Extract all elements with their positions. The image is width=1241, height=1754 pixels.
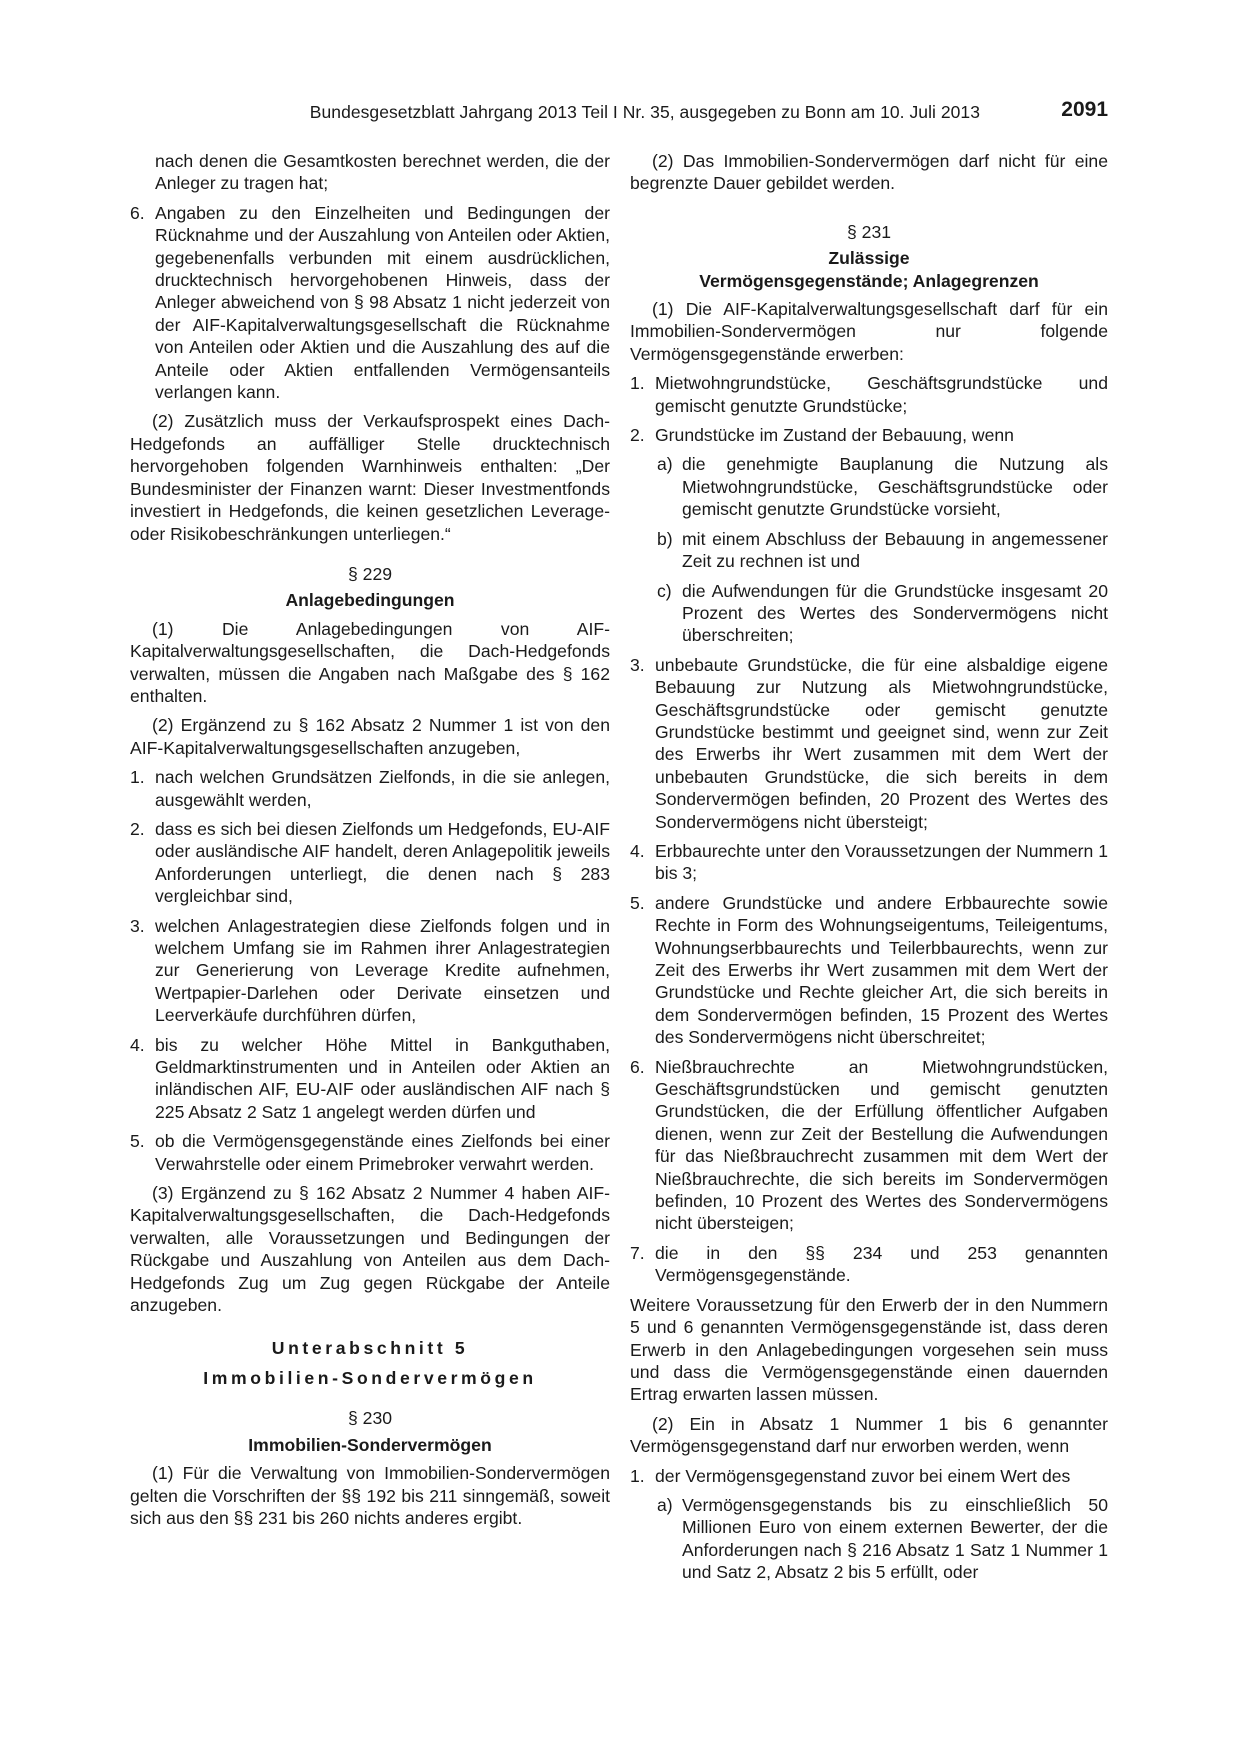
list-text: andere Grundstücke und andere Erbbaurechte sowie Rechte in Form des Wohnungseigentums, Teileigentums, Wohnungserbbaurechts und Teilerbbaurechts, wenn zur Zeit des Erwerbs ihr Wert zusammen mit dem Wert der Grundstücke und Rechte gleicher Art, die sich bereits in dem Sondervermögen befinden, 15 Prozent des Wertes des Sondervermögens nicht überschreitet; (655, 892, 1108, 1048)
list-number: 2. (630, 425, 645, 446)
list-item (630, 424, 1108, 446)
sub-list-text: mit einem Abschluss der Bebauung in angemessener Zeit zu rechnen ist und (682, 528, 1108, 572)
list-item (630, 372, 1108, 417)
list-item (630, 1056, 1108, 1235)
paragraph: (2) Das Immobilien-Sondervermögen darf nicht für eine begrenzte Dauer gebildet werden. (630, 151, 1108, 194)
list-item (630, 1465, 1108, 1487)
list-item (130, 766, 610, 811)
list-number: 3. (630, 654, 645, 675)
running-header: Bundesgesetzblatt Jahrgang 2013 Teil I Nr. 35, ausgegeben zu Bonn am 10. Juli 2013 (309, 102, 980, 122)
list-item-continuation: nach denen die Gesamtkosten berechnet werden, die der Anleger zu tragen hat; (155, 151, 610, 194)
list-text: dass es sich bei diesen Zielfonds um Hedgefonds, EU-AIF oder ausländische AIF handelt, deren Anlagepolitik jeweils Anforderungen unterliegt, die denen nach § 283 vergleichbar sind, (155, 818, 610, 907)
paragraph: (3) Ergänzend zu § 162 Absatz 2 Nummer 4 haben AIF-Kapitalverwaltungsgesellschaften, die Dach-Hedgefonds verwalten, alle Voraussetzungen und Bedingungen der Rückgabe und Auszahlung von Anteilen aus dem Dach-Hedgefonds Zug um Zug gegen Rückgabe der Anteile anzugeben. (130, 1183, 610, 1316)
list-text: Erbbaurechte unter den Voraussetzungen der Nummern 1 bis 3; (655, 840, 1108, 884)
list-text: Grundstücke im Zustand der Bebauung, wenn (655, 425, 1014, 446)
paragraph: (2) Ein in Absatz 1 Nummer 1 bis 6 genannter Vermögensgegenstand darf nur erworben werden, wenn (630, 1413, 1108, 1457)
paragraph: (2) Zusätzlich muss der Verkaufsprospekt eines Dach-Hedgefonds an auffälliger Stelle drucktechnisch hervorgehoben folgenden Warnhinweis enthalten: „Der Bundesminister der Finanzen warnt: Dieser Investmentfonds investiert in Hedgefonds, die keinen gesetzlichen Leverage- oder Risikobeschränkungen unterliegen.“ (130, 411, 610, 544)
list-item (130, 915, 610, 1027)
list-number: 6. (130, 202, 145, 223)
section-number: § 231 (846, 221, 892, 242)
paragraph: (2) Ergänzend zu § 162 Absatz 2 Nummer 1 ist von den AIF-Kapitalverwaltungsgesellschaften anzugeben, (130, 715, 610, 758)
sub-list-text: die genehmigte Bauplanung die Nutzung als Mietwohngrundstücke, Geschäftsgrundstücke oder gemischt genutzte Grundstücke vorsieht, (682, 454, 1108, 520)
list-item (630, 840, 1108, 885)
list-text: Angaben zu den Einzelheiten und Bedingungen der Rücknahme und der Auszahlung von Anteilen oder Aktien, gegebenenfalls verbunden mit einem ausdrücklichen, drucktechnisch hervorgehobenen Hinweis, dass der Anleger abweichend von § 98 Absatz 1 nicht jederzeit von der AIF-Kapitalverwaltungsgesellschaft die Rücknahme von Anteilen oder Aktien und die Auszahlung des auf die Anteile oder Aktien entfallenden Vermögensanteils verlangen kann. (155, 202, 610, 403)
list-number: 1. (630, 1465, 645, 1486)
page-number: 2091 (1061, 98, 1108, 121)
right-column (630, 150, 1108, 1591)
list-text: Nießbrauchrechte an Mietwohngrundstücken, Geschäftsgrundstücken und gemischt genutzten Grundstücken, die der Erfüllung öffentlicher Aufgaben dienen, wenn zur Zeit der Bestellung die Aufwendungen für das Nießbrauchrecht zusammen mit dem Wert der Nießbrauchrechte, die sich bereits im Sondervermögen befinden, 10 Prozent des Wertes des Sondervermögens nicht übersteigen; (655, 1056, 1108, 1234)
list-number: 4. (130, 1034, 145, 1055)
section-number: § 229 (347, 563, 393, 584)
list-item (630, 1242, 1108, 1287)
sub-list-letter: a) (657, 454, 673, 475)
subsection-label: Unterabschnitt 5 (271, 1337, 469, 1358)
paragraph: (1) Für die Verwaltung von Immobilien-Sondervermögen gelten die Vorschriften der §§ 192 bis 211 sinngemäß, soweit sich aus den §§ 231 bis 260 nichts anderes ergibt. (130, 1463, 610, 1528)
section-heading-line1: Zulässige (828, 248, 910, 269)
list-text: Mietwohngrundstücke, Geschäftsgrundstücke und gemischt genutzte Grundstücke; (655, 373, 1108, 416)
sub-list-item (630, 580, 1108, 647)
list-text: die in den §§ 234 und 253 genannten Vermögensgegenstände. (655, 1242, 1108, 1286)
list-number: 3. (130, 915, 145, 936)
paragraph: (1) Die Anlagebedingungen von AIF-Kapitalverwaltungsgesellschaften, die Dach-Hedgefonds verwalten, müssen die Angaben nach Maßgabe des § 162 enthalten. (130, 618, 610, 706)
sub-list-item (630, 528, 1108, 573)
section-heading: Immobilien-Sondervermögen (248, 1434, 492, 1455)
list-text: nach welchen Grundsätzen Zielfonds, in die sie anlegen, ausgewählt werden, (155, 767, 610, 810)
list-text: welchen Anlagestrategien diese Zielfonds folgen und in welchem Umfang sie im Rahmen ihrer Anlagestrategien zur Generierung von Leverage Kredite aufnehmen, Wertpapier-Darlehen oder Derivate einsetzen und Leerverkäufe durchführen dürfen, (155, 915, 610, 1026)
subsection-title: Immobilien-Sondervermögen (203, 1367, 537, 1388)
sub-list-letter: b) (657, 528, 673, 549)
section-number: § 230 (347, 1408, 393, 1429)
left-column (130, 150, 610, 1536)
list-item (130, 1130, 610, 1175)
sub-list-letter: c) (657, 580, 672, 601)
list-number: 5. (130, 1131, 145, 1152)
list-number: 1. (130, 767, 145, 788)
list-number: 7. (630, 1242, 645, 1263)
list-item (130, 1034, 610, 1124)
section-heading: Anlagebedingungen (285, 590, 455, 611)
sub-list-item (630, 453, 1108, 520)
list-text: unbebaute Grundstücke, die für eine alsbaldige eigene Bebauung zur Nutzung als Mietwohngrundstücke, Geschäftsgrundstücke oder gemischt genutzte Grundstücke bestimmt und geeignet sind, wenn zur Zeit des Erwerbs ihr Wert zusammen mit dem Wert der unbebauten Grundstücke, die sich bereits in dem Sondervermögen befinden, 20 Prozent des Wertes des Sondervermögens nicht übersteigt; (655, 654, 1108, 832)
sub-list-text: die Aufwendungen für die Grundstücke insgesamt 20 Prozent des Wertes des Sondervermögens nicht überschreiten; (682, 580, 1108, 646)
list-number: 5. (630, 892, 645, 913)
page-header (130, 98, 1108, 128)
list-item (130, 202, 610, 404)
list-item (630, 892, 1108, 1049)
list-item (130, 818, 610, 908)
paragraph: (1) Die AIF-Kapitalverwaltungsgesellschaft darf für ein Immobilien-Sondervermögen nur folgende Vermögensgegenstände erwerben: (630, 299, 1108, 364)
list-text: der Vermögensgegenstand zuvor bei einem Wert des (655, 1465, 1071, 1486)
section-heading-line2: Vermögensgegenstände; Anlagegrenzen (699, 270, 1039, 291)
list-number: 1. (630, 373, 645, 394)
list-item (630, 654, 1108, 833)
list-number: 4. (630, 840, 645, 861)
sub-list-letter: a) (657, 1494, 673, 1515)
sub-list-item (630, 1494, 1108, 1584)
list-text: bis zu welcher Höhe Mittel in Bankguthaben, Geldmarktinstrumenten und in Anteilen oder Aktien an inländischen AIF, EU-AIF oder ausländischen AIF nach § 225 Absatz 2 Satz 1 angelegt werden dürfen und (155, 1034, 610, 1122)
list-text: ob die Vermögensgegenstände eines Zielfonds bei einer Verwahrstelle oder einem Primebroker verwahrt werden. (155, 1131, 610, 1174)
sub-list-text: Vermögensgegenstands bis zu einschließlich 50 Millionen Euro von einem externen Bewerter, der die Anforderungen nach § 216 Absatz 1 Satz 1 Nummer 1 und Satz 2, Absatz 2 bis 5 erfüllt, oder (682, 1494, 1108, 1583)
list-number: 2. (130, 818, 145, 839)
list-number: 6. (630, 1056, 645, 1077)
paragraph: Weitere Voraussetzung für den Erwerb der in den Nummern 5 und 6 genannten Vermögensgegenstände ist, dass deren Erwerb in den Anlagebedingungen vorgesehen sein muss und dass die Vermögensgegenstände einen dauernden Ertrag erwarten lassen müssen. (630, 1294, 1108, 1405)
